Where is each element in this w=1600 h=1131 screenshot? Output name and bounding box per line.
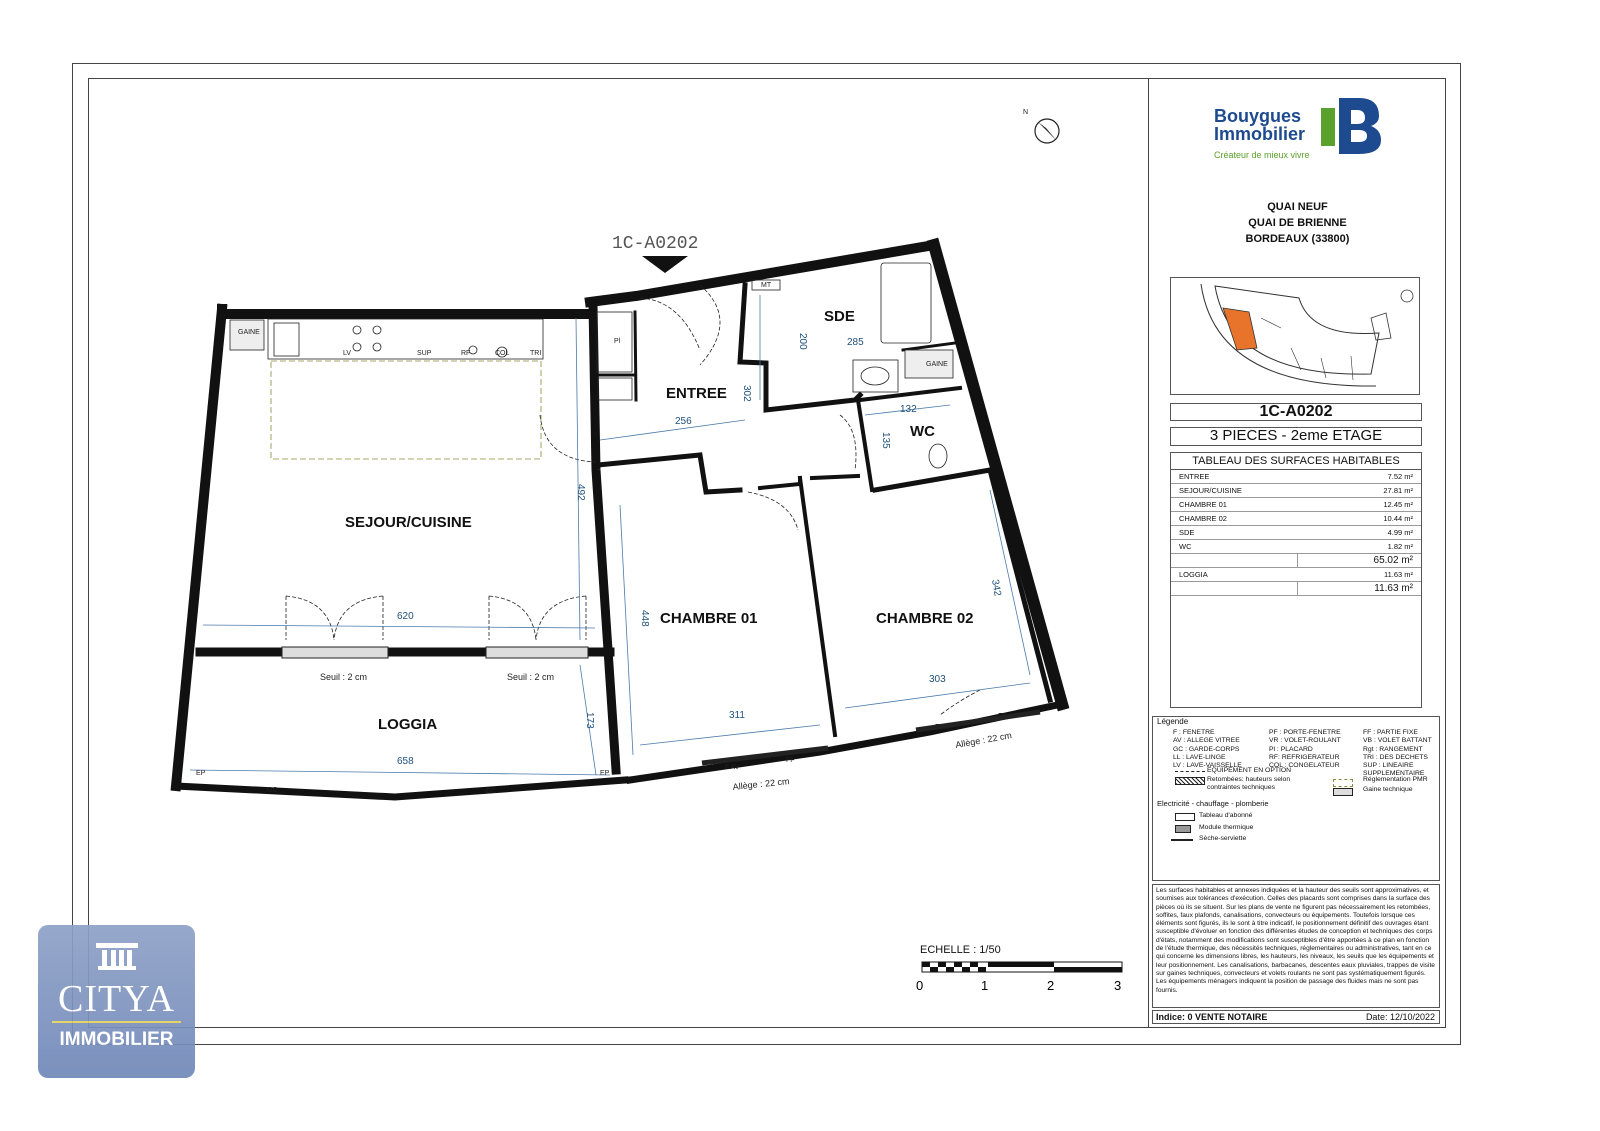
label-ep-left: EP [196, 770, 206, 777]
dim-303: 303 [929, 674, 946, 685]
row-value: 27.81 m² [1383, 486, 1413, 495]
room-label-entree: ENTREE [666, 385, 727, 402]
dim-285: 285 [847, 337, 864, 348]
room-label-chambre02: CHAMBRE 02 [876, 610, 974, 627]
surfaces-table-title: TABLEAU DES SURFACES HABITABLES [1171, 453, 1421, 470]
row-value: 1.82 m² [1387, 542, 1413, 551]
label-ep-right: EP [600, 770, 610, 777]
label-lv: LV [343, 350, 352, 357]
label-fav-ch1: F.AV [725, 764, 740, 771]
disclaimer: Les surfaces habitables et annexes indiquées et la hauteur des seuils sont approximatives, et soumises aux tolérances d'exécution. Celles des placards sont comprises dans la surface des pièces où ils se situent. Sur les plans de vente ne figurent pas nécessairement les retombées, soffites, faux plafonds, canalisations, convecteurs ou équipements. Toutefois lorsque ces éléments sont figurés, ils le sont à titre indicatif, le positionnement définitif des ouvrages étant susceptible d'évoluer en fonction des différentes études de conception et techniques des corps d'états, notamment des modifications sont susceptibles d'être apportées à ce plan en fonction de l'étude thermique, des nécessités techniques, réglementaires ou administratives, tant en ce qui concerne les dimensions libres, les hauteurs, les niveaux, les seuils que les équipements et leur positionnement. Les canalisations, barbacanes, descentes eaux pluviales, trappes de visite sur gaines techniques, convecteurs et volets roulants ne sont pas systématiquement figurés. Les équipements ménagers indiquent la position de passage des fluides mais ne sont pas fournis. [1152, 884, 1440, 1008]
legend-col3: FF : PARTIE FIXE VB : VOLET BATTANT Rgt : RANGEMENT TRI : DES DECHETS SUP : LINEAIRE SUPPLEMENTAIRE [1363, 729, 1432, 778]
legend-gaine: Gaine technique [1363, 786, 1413, 793]
legend-elec-title: Electricité - chauffage - plomberie [1157, 799, 1269, 808]
table-row [1171, 526, 1421, 540]
row-label: LOGGIA [1179, 570, 1208, 579]
dim-620: 620 [397, 611, 414, 622]
surfaces-table [1170, 452, 1422, 708]
scale-tick-3: 3 [1114, 978, 1122, 993]
room-label-sde: SDE [824, 308, 855, 325]
address-line2: QUAI DE BRIENNE [1248, 217, 1347, 229]
room-label-chambre01: CHAMBRE 01 [660, 610, 758, 627]
dim-132: 132 [900, 404, 917, 415]
room-label-sejour: SEJOUR/CUISINE [345, 514, 472, 531]
north-arrow-icon [1023, 109, 1059, 143]
row-label: SEJOUR/CUISINE [1179, 486, 1242, 495]
table-row [1171, 512, 1421, 526]
dim-448: 448 [639, 610, 650, 627]
label-mt: MT [761, 282, 772, 289]
north-label: N [1023, 109, 1029, 116]
row-label: WC [1179, 542, 1192, 551]
legend-abonne: Tableau d'abonné [1199, 812, 1253, 819]
dim-658: 658 [397, 756, 414, 767]
lot-tag: 1C-A0202 [612, 234, 699, 254]
seuil-label-right: Seuil : 2 cm [507, 672, 555, 682]
dim-256: 256 [675, 416, 692, 427]
brand-line2: Immobilier [1214, 124, 1306, 144]
scale-tick-0: 0 [916, 978, 924, 993]
row-value: 7.52 m² [1387, 472, 1413, 481]
label-gc-right: GC [486, 788, 497, 795]
row-label: CHAMBRE 02 [1179, 514, 1227, 523]
address-line3: BORDEAUX (33800) [1245, 233, 1350, 245]
module-icon [1175, 825, 1191, 833]
total-loggia-row [1171, 582, 1421, 596]
label-gaine-sde: GAINE [926, 361, 948, 368]
seuil-label-left: Seuil : 2 cm [320, 672, 368, 682]
total-habitable-value: 65.02 m² [1373, 555, 1413, 566]
lot-type: 3 PIECES - 2eme ETAGE [1170, 427, 1422, 446]
label-ff-ch2: FF [998, 713, 1007, 720]
address-line1: QUAI NEUF [1267, 201, 1328, 213]
dim-302: 302 [741, 385, 752, 402]
label-fav-ch2: F.AV [935, 724, 950, 731]
location-mini-plan-drawing [1171, 278, 1421, 396]
footer-indice: Indice: 0 VENTE NOTAIRE [1156, 1012, 1268, 1022]
scale-bar [918, 958, 1128, 998]
dim-492: 492 [575, 484, 586, 501]
brand-line1: Bouygues [1214, 106, 1302, 126]
room-label-wc: WC [910, 423, 935, 440]
label-gc-left: GC [267, 787, 278, 794]
legend-col2: PF : PORTE-FENETRE VR : VOLET-ROULANT Pl : PLACARD RF: REFRIGERATEUR COL : CONGELATEUR [1269, 729, 1341, 770]
citya-sub: IMMOBILIER [59, 1029, 174, 1050]
location-mini-plan [1170, 277, 1420, 395]
row-value: 10.44 m² [1383, 514, 1413, 523]
label-rf: RF [461, 350, 471, 357]
row-label: ENTREE [1179, 472, 1210, 481]
legend-equip: EQUIPEMENT EN OPTION [1207, 767, 1292, 774]
hatch-icon [1175, 777, 1205, 785]
table-row [1171, 498, 1421, 512]
legend-title: Légende [1157, 717, 1189, 726]
dim-200: 200 [797, 333, 808, 350]
dining-zone [271, 361, 541, 459]
citya-name: CITYA [58, 978, 175, 1020]
scale-tick-2: 2 [1047, 978, 1055, 993]
panel-divider [1148, 78, 1149, 1028]
gaine-icon [1333, 788, 1353, 796]
label-ff-ch1: FF [786, 757, 795, 764]
windows [282, 647, 1040, 763]
scale-tick-1: 1 [981, 978, 989, 993]
dim-311: 311 [729, 710, 745, 721]
row-label: SDE [1179, 528, 1195, 537]
scale-label: ECHELLE : 1/50 [920, 944, 1001, 956]
label-gaine-kitchen: GAINE [238, 329, 260, 336]
table-row [1171, 470, 1421, 484]
table-row [1171, 484, 1421, 498]
lot-reference: 1C-A0202 [1170, 403, 1422, 421]
row-value: 12.45 m² [1383, 500, 1413, 509]
column-logo-icon [96, 941, 138, 971]
table-row [1171, 540, 1421, 554]
dashed-line-icon [1175, 771, 1205, 772]
label-sup: SUP [417, 350, 432, 357]
bouygues-b-icon [1321, 96, 1383, 156]
row-label: CHAMBRE 01 [1179, 500, 1227, 509]
row-value: 4.99 m² [1387, 528, 1413, 537]
pmr-icon [1333, 779, 1353, 787]
footer-bar [1152, 1010, 1440, 1024]
footer-date: Date: 12/10/2022 [1365, 1012, 1435, 1022]
entry-marker-icon [642, 256, 688, 273]
room-label-loggia: LOGGIA [378, 716, 438, 733]
dim-342: 342 [989, 578, 1003, 597]
citya-divider [52, 1021, 181, 1023]
legend-seche: Sèche-serviette [1199, 835, 1247, 842]
legend-pmr: Réglementation PMR [1363, 776, 1428, 783]
allege-label-ch2: Allège : 22 cm [954, 730, 1013, 750]
legend-retombees: Retombées: hauteurs selon contraintes techniques [1207, 776, 1291, 792]
row-value: 11.63 m² [1383, 570, 1413, 579]
walls [176, 245, 1062, 797]
table-row [1171, 568, 1421, 582]
tableau-icon [1175, 813, 1195, 821]
total-loggia-value: 11.63 m² [1374, 583, 1413, 594]
label-placard: Pl [614, 338, 621, 345]
brand-tagline: Créateur de mieux vivre [1214, 150, 1310, 160]
label-col: COL [495, 350, 510, 357]
dim-135: 135 [880, 432, 891, 449]
seche-serviette-icon [1171, 839, 1193, 841]
legend-col1: F : FENETRE AV : ALLEGE VITREE GC : GARDE-CORPS LL : LAVE-LINGE LV : LAVE-VAISSELLE [1173, 729, 1242, 770]
dim-173: 173 [584, 712, 595, 729]
total-habitable-row [1171, 554, 1421, 568]
label-tri: TRI [530, 350, 542, 357]
legend [1152, 716, 1440, 881]
allege-label-ch1: Allège : 22 cm [732, 776, 790, 792]
legend-module: Module thermique [1199, 824, 1254, 831]
citya-watermark [38, 925, 195, 1078]
brand-name [1214, 107, 1305, 143]
